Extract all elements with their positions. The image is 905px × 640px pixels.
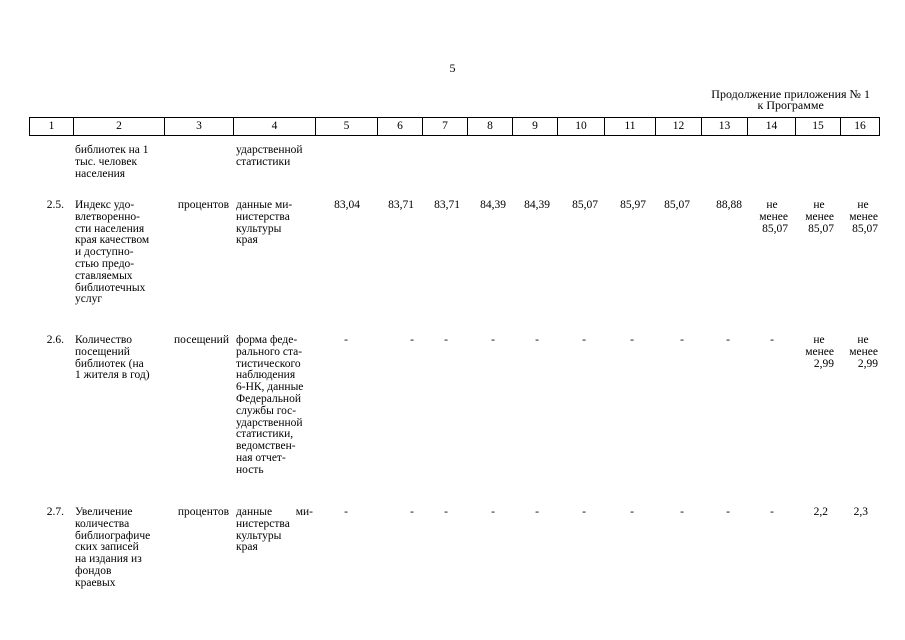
row-2-5-value-col-7: 83,71: [434, 199, 460, 211]
header-col-7: 7: [422, 118, 467, 135]
header-col-13: 13: [701, 118, 747, 135]
row-2-7-indicator-name: Увеличение количества библиографиче ских записей на издания из фондов краевых: [75, 506, 151, 589]
row-2-7-unit: процентов: [177, 506, 229, 518]
row-2-6-value-col-13: -: [726, 334, 730, 346]
row-2-6-value-col-8: -: [491, 334, 495, 346]
row-2-7-data-source: данные ми- нистерства культуры края: [236, 506, 313, 554]
row-2-6-indicator-name: Количество посещений библиотек (на 1 жителя в год): [75, 334, 150, 382]
appendix-line-1: Продолжение приложения № 1: [711, 87, 870, 101]
row-2-6-value-col-11: -: [630, 334, 634, 346]
appendix-line-2: к Программе: [757, 98, 824, 112]
header-col-12: 12: [655, 118, 701, 135]
row-2-7-value-col-7: -: [444, 506, 448, 518]
row-2-5-number: 2.5.: [46, 199, 64, 211]
row-2-6-value-col-15: не менее 2,99: [805, 334, 834, 370]
row-2-6-value-col-5: -: [344, 334, 348, 346]
header-col-9: 9: [512, 118, 557, 135]
row-2-7-value-col-15: 2,2: [813, 506, 828, 518]
row-2-7-value-col-16: 2,3: [853, 506, 868, 518]
row-2-7-value-col-13: -: [726, 506, 730, 518]
row-2-6-data-source: форма феде- рального ста- тистического наблюдения 6-НК, данные Федеральной службы гос- ударственной статистики, ведомствен- ная отчет- ность: [236, 334, 304, 476]
row-2-5-indicator-name: Индекс удо- влетворенно- сти населения края качеством и доступно- стью предо- ставляемых библиотечных услуг: [75, 199, 150, 306]
row-2-5-unit: процентов: [177, 199, 229, 211]
row-2-6-value-col-6: -: [410, 334, 414, 346]
row-2-7-value-col-5: -: [344, 506, 348, 518]
header-col-1: 1: [29, 118, 73, 135]
row-2-7-value-col-11: -: [630, 506, 634, 518]
header-col-14: 14: [747, 118, 795, 135]
row-2-6-value-col-14: -: [770, 334, 774, 346]
appendix-caption: [711, 89, 870, 111]
row-2-6-value-col-9: -: [535, 334, 539, 346]
row-2-5-value-col-16: не менее 85,07: [849, 199, 878, 235]
row-2-5-data-source: данные ми- нистерства культуры края: [236, 199, 293, 247]
row-2-5-value-col-11: 85,97: [620, 199, 646, 211]
row-2-5-value-col-8: 84,39: [480, 199, 506, 211]
row-2-7-value-col-12: -: [680, 506, 684, 518]
header-col-11: 11: [604, 118, 655, 135]
row-2-6-value-col-10: -: [582, 334, 586, 346]
table-header-row: [29, 117, 880, 136]
header-col-10: 10: [557, 118, 604, 135]
row-2-5-value-col-5: 83,04: [334, 199, 360, 211]
continuation-data-source: ударственной статистики: [236, 144, 303, 168]
row-2-5-value-col-13: 88,88: [716, 199, 742, 211]
header-col-2: 2: [73, 118, 164, 135]
row-2-6-unit: посещений: [174, 334, 229, 346]
row-2-6-number: 2.6.: [46, 334, 64, 346]
header-col-15: 15: [795, 118, 840, 135]
row-2-5-value-col-9: 84,39: [524, 199, 550, 211]
page-number: 5: [449, 61, 456, 75]
row-2-7-value-col-10: -: [582, 506, 586, 518]
row-2-6-value-col-12: -: [680, 334, 684, 346]
row-2-7-value-col-14: -: [770, 506, 774, 518]
row-2-7-value-col-6: -: [410, 506, 414, 518]
row-2-5-value-col-6: 83,71: [388, 199, 414, 211]
header-col-8: 8: [467, 118, 512, 135]
row-2-5-value-col-12: 85,07: [664, 199, 690, 211]
row-2-7-number: 2.7.: [46, 506, 64, 518]
row-2-5-value-col-14: не менее 85,07: [759, 199, 788, 235]
header-col-16: 16: [840, 118, 880, 135]
header-col-6: 6: [377, 118, 422, 135]
row-2-6-value-col-16: не менее 2,99: [849, 334, 878, 370]
row-2-7-value-col-8: -: [491, 506, 495, 518]
row-2-7-value-col-9: -: [535, 506, 539, 518]
header-col-3: 3: [164, 118, 233, 135]
header-col-5: 5: [315, 118, 377, 135]
row-2-6-value-col-7: -: [444, 334, 448, 346]
row-2-5-value-col-15: не менее 85,07: [805, 199, 834, 235]
continuation-indicator-name: библиотек на 1 тыс. человек населения: [75, 144, 149, 180]
row-2-5-value-col-10: 85,07: [572, 199, 598, 211]
header-col-4: 4: [233, 118, 315, 135]
